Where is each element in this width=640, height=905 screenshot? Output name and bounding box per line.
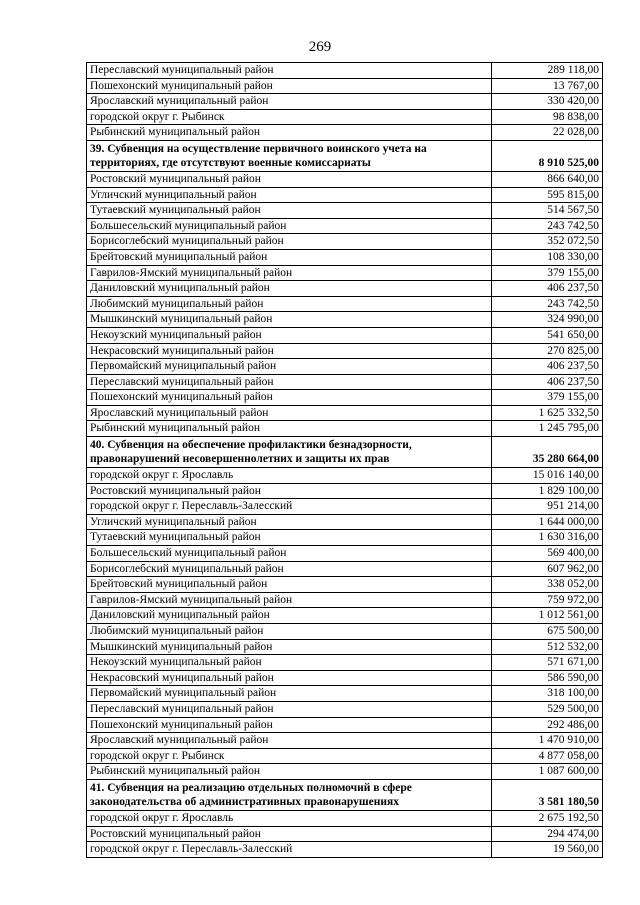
amount: 379 155,00 [492, 265, 603, 281]
amount: 541 650,00 [492, 327, 603, 343]
recipient-name: городской округ г. Переславль-Залесский [87, 842, 492, 858]
amount: 243 742,50 [492, 218, 603, 234]
recipient-name: Рыбинский муниципальный район [87, 764, 492, 780]
recipient-name: городской округ г. Рыбинск [87, 748, 492, 764]
section-header-row [87, 140, 603, 171]
budget-table [86, 62, 603, 858]
section-header-row [87, 779, 603, 810]
amount: 1 087 600,00 [492, 764, 603, 780]
table-row [87, 405, 603, 421]
table-row [87, 514, 603, 530]
recipient-name: Борисоглебский муниципальный район [87, 561, 492, 577]
table-row [87, 234, 603, 250]
recipient-name: Брейтовский муниципальный район [87, 249, 492, 265]
recipient-name: Некоузский муниципальный район [87, 655, 492, 671]
recipient-name: Угличский муниципальный район [87, 187, 492, 203]
recipient-name: Гаврилов-Ямский муниципальный район [87, 265, 492, 281]
amount: 529 500,00 [492, 701, 603, 717]
recipient-name: Первомайский муниципальный район [87, 686, 492, 702]
recipient-name: Большесельский муниципальный район [87, 218, 492, 234]
amount: 324 990,00 [492, 312, 603, 328]
recipient-name: Пошехонский муниципальный район [87, 390, 492, 406]
recipient-name: Угличский муниципальный район [87, 514, 492, 530]
table-row [87, 343, 603, 359]
amount: 379 155,00 [492, 390, 603, 406]
recipient-name: Любимский муниципальный район [87, 624, 492, 640]
amount: 15 016 140,00 [492, 468, 603, 484]
table-row [87, 94, 603, 110]
amount: 1 630 316,00 [492, 530, 603, 546]
recipient-name: Пошехонский муниципальный район [87, 78, 492, 94]
table-row [87, 546, 603, 562]
amount: 1 245 795,00 [492, 421, 603, 437]
table-row [87, 249, 603, 265]
table-row [87, 109, 603, 125]
table-row [87, 187, 603, 203]
table-row [87, 686, 603, 702]
amount: 571 671,00 [492, 655, 603, 671]
recipient-name: Тутаевский муниципальный район [87, 203, 492, 219]
table-row [87, 421, 603, 437]
table-row [87, 733, 603, 749]
amount: 1 012 561,00 [492, 608, 603, 624]
table-row [87, 748, 603, 764]
table-row [87, 281, 603, 297]
recipient-name: Переславский муниципальный район [87, 374, 492, 390]
table-row [87, 483, 603, 499]
amount: 19 560,00 [492, 842, 603, 858]
amount: 13 767,00 [492, 78, 603, 94]
amount: 759 972,00 [492, 592, 603, 608]
recipient-name: Переславский муниципальный район [87, 701, 492, 717]
table-row [87, 639, 603, 655]
amount: 866 640,00 [492, 171, 603, 187]
section-header-row [87, 437, 603, 468]
table-row [87, 624, 603, 640]
section-total: 3 581 180,50 [492, 779, 603, 810]
recipient-name: городской округ г. Рыбинск [87, 109, 492, 125]
table-row [87, 468, 603, 484]
recipient-name: Пошехонский муниципальный район [87, 717, 492, 733]
table-row [87, 171, 603, 187]
recipient-name: Даниловский муниципальный район [87, 608, 492, 624]
amount: 4 877 058,00 [492, 748, 603, 764]
amount: 2 675 192,50 [492, 810, 603, 826]
amount: 270 825,00 [492, 343, 603, 359]
amount: 586 590,00 [492, 670, 603, 686]
section-title: 41. Субвенция на реализацию отдельных полномочий в сфере законодательства об административных правонарушениях [87, 779, 492, 810]
amount: 607 962,00 [492, 561, 603, 577]
table-row [87, 717, 603, 733]
section-total: 35 280 664,00 [492, 437, 603, 468]
amount: 243 742,50 [492, 296, 603, 312]
recipient-name: городской округ г. Ярославль [87, 810, 492, 826]
amount: 569 400,00 [492, 546, 603, 562]
table-row [87, 203, 603, 219]
table-row [87, 608, 603, 624]
amount: 108 330,00 [492, 249, 603, 265]
recipient-name: Даниловский муниципальный район [87, 281, 492, 297]
budget-table-body [87, 63, 603, 858]
recipient-name: Рыбинский муниципальный район [87, 125, 492, 141]
recipient-name: Мышкинский муниципальный район [87, 312, 492, 328]
table-row [87, 530, 603, 546]
recipient-name: Гаврилов-Ямский муниципальный район [87, 592, 492, 608]
amount: 406 237,50 [492, 281, 603, 297]
amount: 1 625 332,50 [492, 405, 603, 421]
recipient-name: Брейтовский муниципальный район [87, 577, 492, 593]
amount: 1 470 910,00 [492, 733, 603, 749]
amount: 1 829 100,00 [492, 483, 603, 499]
amount: 330 420,00 [492, 94, 603, 110]
recipient-name: Ярославский муниципальный район [87, 94, 492, 110]
recipient-name: городской округ г. Переславль-Залесский [87, 499, 492, 515]
recipient-name: Большесельский муниципальный район [87, 546, 492, 562]
amount: 951 214,00 [492, 499, 603, 515]
amount: 22 028,00 [492, 125, 603, 141]
amount: 292 486,00 [492, 717, 603, 733]
recipient-name: Некрасовский муниципальный район [87, 343, 492, 359]
table-row [87, 499, 603, 515]
amount: 98 838,00 [492, 109, 603, 125]
table-row [87, 655, 603, 671]
recipient-name: Ростовский муниципальный район [87, 826, 492, 842]
table-row [87, 701, 603, 717]
table-row [87, 296, 603, 312]
table-row [87, 670, 603, 686]
recipient-name: Некрасовский муниципальный район [87, 670, 492, 686]
recipient-name: Переславский муниципальный район [87, 63, 492, 79]
table-row [87, 826, 603, 842]
recipient-name: Тутаевский муниципальный район [87, 530, 492, 546]
amount: 289 118,00 [492, 63, 603, 79]
amount: 318 100,00 [492, 686, 603, 702]
recipient-name: Ярославский муниципальный район [87, 405, 492, 421]
recipient-name: Первомайский муниципальный район [87, 359, 492, 375]
recipient-name: Любимский муниципальный район [87, 296, 492, 312]
section-title: 40. Субвенция на обеспечение профилактики безнадзорности, правонарушений несовершеннолетних и защиты их прав [87, 437, 492, 468]
amount: 1 644 000,00 [492, 514, 603, 530]
recipient-name: Ростовский муниципальный район [87, 483, 492, 499]
section-total: 8 910 525,00 [492, 140, 603, 171]
amount: 294 474,00 [492, 826, 603, 842]
table-row [87, 265, 603, 281]
recipient-name: Ярославский муниципальный район [87, 733, 492, 749]
recipient-name: Некоузский муниципальный район [87, 327, 492, 343]
recipient-name: Ростовский муниципальный район [87, 171, 492, 187]
table-row [87, 218, 603, 234]
table-row [87, 312, 603, 328]
table-row [87, 592, 603, 608]
section-title: 39. Субвенция на осуществление первичного воинского учета на территориях, где отсутствуют военные комиссариаты [87, 140, 492, 171]
amount: 512 532,00 [492, 639, 603, 655]
amount: 406 237,50 [492, 359, 603, 375]
table-row [87, 327, 603, 343]
table-row [87, 842, 603, 858]
table-row [87, 764, 603, 780]
table-row [87, 78, 603, 94]
table-row [87, 810, 603, 826]
table-row [87, 390, 603, 406]
recipient-name: Борисоглебский муниципальный район [87, 234, 492, 250]
amount: 338 052,00 [492, 577, 603, 593]
table-row [87, 561, 603, 577]
amount: 514 567,50 [492, 203, 603, 219]
table-row [87, 63, 603, 79]
table-row [87, 359, 603, 375]
table-row [87, 374, 603, 390]
amount: 352 072,50 [492, 234, 603, 250]
amount: 595 815,00 [492, 187, 603, 203]
recipient-name: Рыбинский муниципальный район [87, 421, 492, 437]
recipient-name: городской округ г. Ярославль [87, 468, 492, 484]
table-row [87, 577, 603, 593]
page-number: 269 [308, 39, 332, 55]
table-row [87, 125, 603, 141]
amount: 675 500,00 [492, 624, 603, 640]
amount: 406 237,50 [492, 374, 603, 390]
recipient-name: Мышкинский муниципальный район [87, 639, 492, 655]
